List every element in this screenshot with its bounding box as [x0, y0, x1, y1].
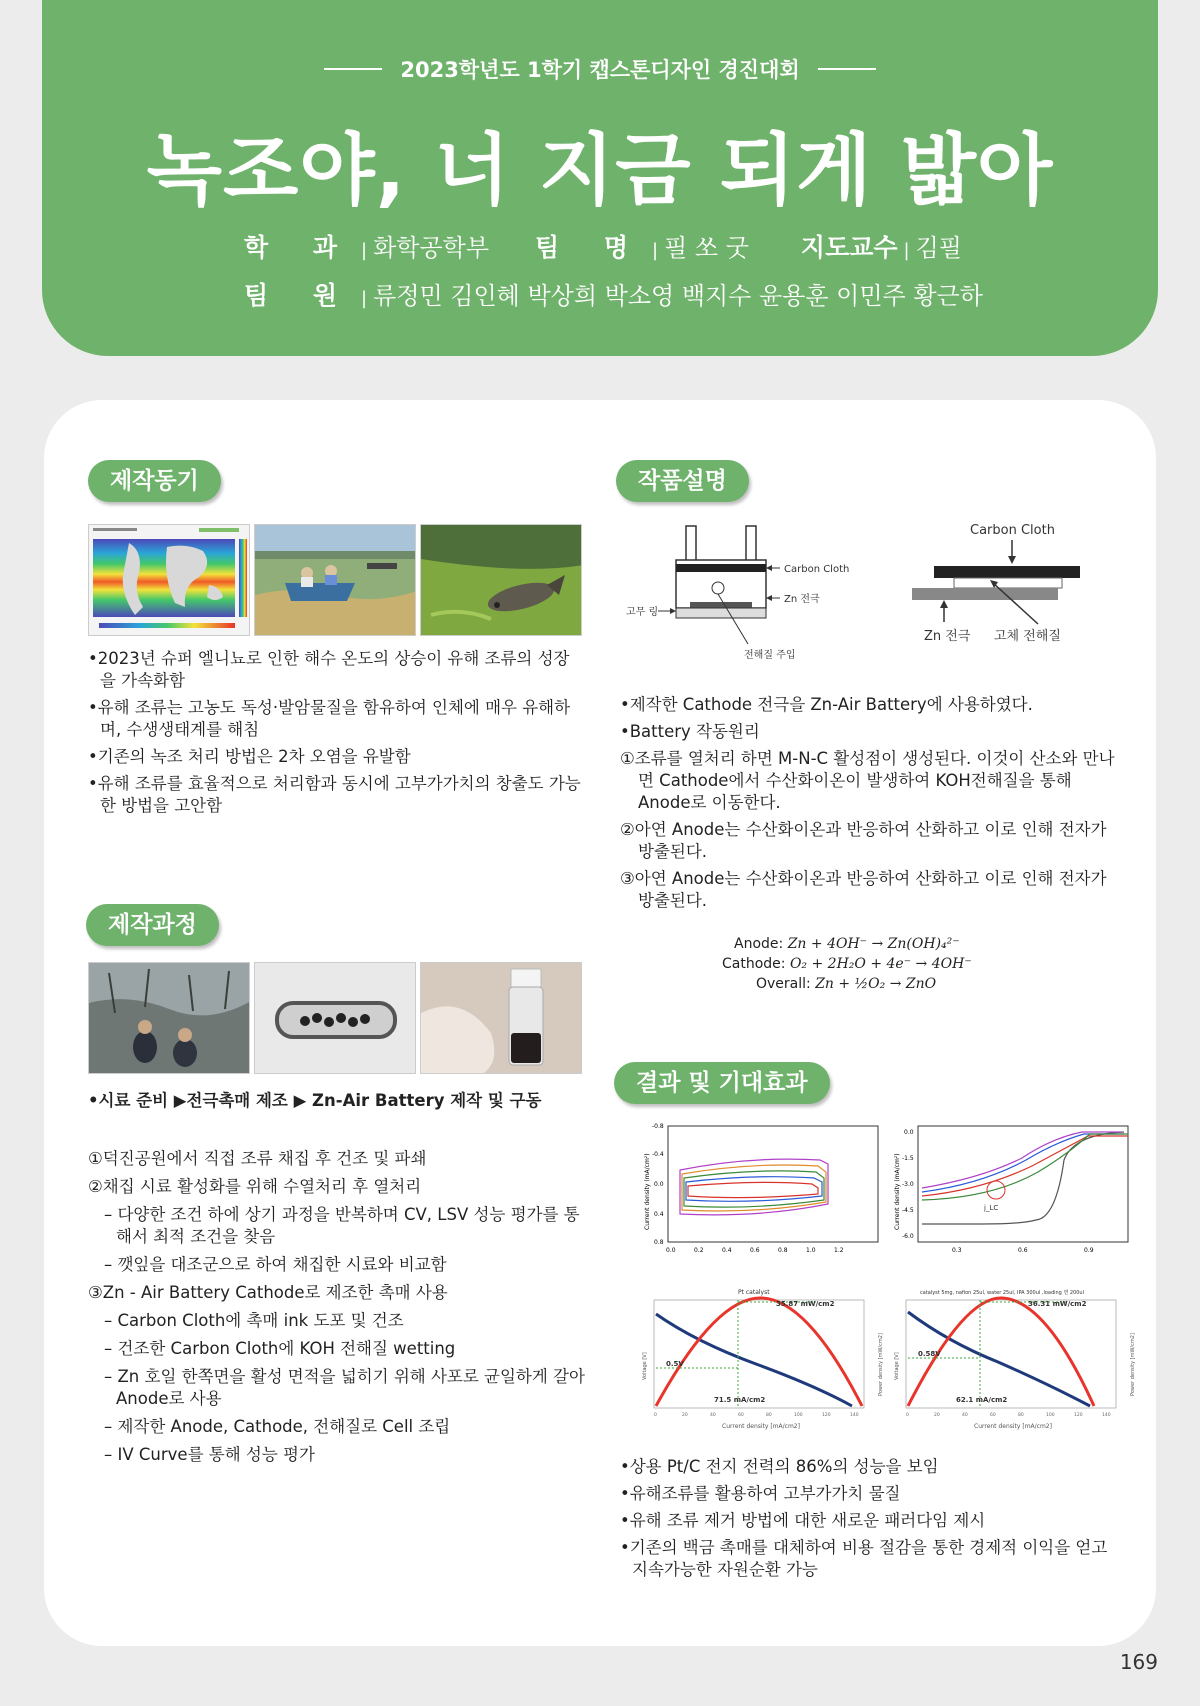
info-line-2: [244, 276, 983, 312]
pc1-current: 71.5 mA/cm2: [714, 1396, 766, 1404]
process-step: – 제작한 Anode, Cathode, 전해질로 Cell 조립: [104, 1417, 451, 1436]
cv-ytick: 0.4: [654, 1211, 664, 1218]
lsv-ytick: 0.0: [904, 1129, 914, 1136]
lsv-chart: [890, 1120, 1134, 1258]
solid-cell-diagram: [902, 518, 1142, 658]
pc2-title: catalyst 5mg, nafion 25ul, water 25ul, IPA 300ul ,loading 면 200ul: [920, 1290, 1084, 1296]
cv-xtick: 1.2: [834, 1247, 844, 1254]
results-heading: 결과 및 기대효과: [614, 1062, 830, 1104]
overall-formula: Zn + ½O₂ → ZnO: [815, 976, 937, 992]
process-step: – IV Curve를 통해 성능 평가: [104, 1445, 315, 1464]
pc1-xtick: 20: [682, 1413, 688, 1418]
label-carbon-2: Carbon Cloth: [970, 523, 1055, 538]
pc1-ylabel: Voltage [V]: [642, 1352, 648, 1380]
pc2-xtick: 20: [934, 1413, 940, 1418]
polarization-chart-pt: [638, 1286, 888, 1432]
cv-ytick: -0.8: [652, 1123, 664, 1130]
lsv-xtick: 0.3: [952, 1247, 962, 1254]
lsv-ylabel: Current density (mA/cm²): [894, 1153, 901, 1230]
cv-xtick: 0.0: [666, 1247, 676, 1254]
lsv-ytick: -1.5: [902, 1155, 914, 1162]
cv-xtick: 1.0: [806, 1247, 816, 1254]
separator: |: [903, 240, 910, 261]
process-step: ②채집 시료 활성화를 위해 수열처리 후 열처리: [88, 1177, 422, 1196]
overall-equation: [756, 974, 1034, 994]
separator: |: [652, 240, 659, 261]
pc2-y2label: Power density [mW/cm2]: [1130, 1333, 1136, 1396]
description-bullet: ①조류를 열처리 하면 M-N-C 활성점이 생성된다. 이것이 산소와 만나면 Cathode에서 수산화이온이 발생하여 KOH전해질을 통해 Anode로 이동한다.: [620, 749, 1115, 812]
lsv-ytick: -6.0: [902, 1233, 914, 1240]
pc1-title: Pt catalyst: [738, 1289, 770, 1296]
pc1-xtick: 0: [654, 1413, 657, 1418]
advisor-value: 김필: [915, 234, 962, 262]
process-step: ①덕진공원에서 직접 조류 채집 후 건조 및 파쇄: [88, 1149, 427, 1168]
cv-xtick: 0.4: [722, 1247, 732, 1254]
label-inject: 전해질 주입: [744, 650, 796, 661]
separator: |: [361, 240, 368, 261]
collecting-algae-photo: [88, 962, 250, 1074]
label-solid: 고체 전해질: [994, 629, 1061, 644]
pc1-xlabel: Current density [mA/cm2]: [722, 1423, 800, 1430]
process-step: – Carbon Cloth에 촉매 ink 도포 및 건조: [104, 1311, 404, 1330]
description-bullet: ②아연 Anode는 수산화이온과 반응하여 산화하고 이로 인해 전자가 방출된다.: [620, 820, 1107, 861]
pc2-current: 62.1 mA/cm2: [956, 1396, 1008, 1404]
cv-xtick: 0.2: [694, 1247, 704, 1254]
cell-diagram: [624, 524, 874, 674]
cathode-equation: [722, 954, 1034, 974]
results-bullet: •유해조류를 활용하여 고부가가치 물질: [620, 1484, 901, 1503]
description-bullet: ③아연 Anode는 수산화이온과 반응하여 산화하고 이로 인해 전자가 방출된다.: [620, 869, 1107, 910]
rule-left: [324, 68, 382, 70]
cathode-label: Cathode:: [722, 956, 786, 972]
results-bullets: [620, 1456, 1120, 1586]
cathode-formula: O₂ + 2H₂O + 4e⁻ → 4OH⁻: [789, 956, 972, 972]
motivation-bullets: [88, 648, 582, 822]
results-bullet: •상용 Pt/C 전지 전력의 86%의 성능을 보임: [620, 1457, 939, 1476]
lsv-xtick: 0.9: [1084, 1247, 1094, 1254]
lsv-ytick: -4.5: [902, 1207, 914, 1214]
cv-chart: [640, 1120, 884, 1258]
pc2-power: 36.31 mW/cm2: [1028, 1300, 1087, 1308]
lsv-ytick: -3.0: [902, 1181, 914, 1188]
members-label: 팀 원: [244, 281, 356, 310]
pc1-xtick: 80: [766, 1413, 772, 1418]
pc2-xtick: 40: [962, 1413, 968, 1418]
cv-ytick: -0.4: [652, 1151, 664, 1158]
content-card: [44, 400, 1156, 1646]
pc2-xtick: 80: [1018, 1413, 1024, 1418]
dept-value: 화학공학부: [373, 234, 490, 262]
pc1-volt: 0.5V: [666, 1360, 684, 1368]
description-bullet: •Battery 작동원리: [620, 722, 760, 741]
label-ring: 고무 링: [626, 607, 659, 618]
pc2-xlabel: Current density [mA/cm2]: [974, 1423, 1052, 1430]
overall-label: Overall:: [756, 976, 811, 992]
lsv-annotation: j_LC: [984, 1204, 999, 1212]
dead-fish-algae-photo: [420, 524, 582, 636]
pc1-y2label: Power density [mW/cm2]: [878, 1333, 884, 1396]
results-bullet: •유해 조류 제거 방법에 대한 새로운 패러다임 제시: [620, 1511, 986, 1530]
cv-xtick: 0.8: [778, 1247, 788, 1254]
description-bullet: •제작한 Cathode 전극을 Zn-Air Battery에 사용하였다.: [620, 695, 1033, 714]
rule-right: [818, 68, 876, 70]
event-title: [42, 54, 1158, 84]
process-step: – 깻잎을 대조군으로 하여 채집한 시료와 비교함: [104, 1255, 447, 1274]
process-step: – 다양한 조건 하에 상기 과정을 반복하며 CV, LSV 성능 평가를 통해서 최적 조건을 찾음: [104, 1205, 580, 1246]
label-zn-2: Zn 전극: [924, 629, 971, 644]
pc1-power: 35.87 mW/cm2: [776, 1300, 835, 1308]
pc2-xtick: 0: [906, 1413, 909, 1418]
cv-ytick: 0.0: [654, 1181, 664, 1188]
members-value: 류정민 김인혜 박상희 박소영 백지수 윤용훈 이민주 황근하: [373, 282, 983, 310]
pc2-xtick: 100: [1046, 1413, 1055, 1418]
cv-xtick: 0.6: [750, 1247, 760, 1254]
reaction-equations: [722, 934, 1034, 994]
pc2-xtick: 60: [990, 1413, 996, 1418]
anode-label: Anode:: [734, 936, 784, 952]
pc2-volt: 0.58V: [918, 1350, 941, 1358]
motivation-bullet: •유해 조류를 효율적으로 처리함과 동시에 고부가가치의 창출도 가능한 방법을 고안함: [88, 774, 581, 815]
pc1-xtick: 40: [710, 1413, 716, 1418]
results-bullet: •기존의 백금 촉매를 대체하여 비용 절감을 통한 경제적 이익을 얻고 지속가능한 자원순환 가능: [620, 1538, 1108, 1579]
motivation-bullet: •유해 조류는 고농도 독성·발암물질을 함유하여 인체에 매우 유해하며, 수생생태계를 해침: [88, 698, 571, 739]
description-heading: 작품설명: [616, 460, 749, 502]
boat-algae-photo: [254, 524, 416, 636]
lsv-xtick: 0.6: [1018, 1247, 1028, 1254]
process-steps: [88, 1148, 588, 1472]
info-line-1: [244, 228, 962, 264]
separator: |: [361, 288, 368, 309]
pc1-xtick: 120: [822, 1413, 831, 1418]
description-bullets: [620, 694, 1120, 917]
motivation-heading: 제작동기: [88, 460, 221, 502]
process-step: – Zn 호일 한쪽면을 활성 면적을 넓히기 위해 사포로 균일하게 갈아 Anode로 사용: [104, 1367, 585, 1408]
process-step: ③Zn - Air Battery Cathode로 제조한 촉매 사용: [88, 1283, 448, 1302]
pc2-xtick: 140: [1102, 1413, 1111, 1418]
pc1-xtick: 140: [850, 1413, 859, 1418]
dept-label: 학 과: [244, 233, 356, 262]
anode-formula: Zn + 4OH⁻ → Zn(OH)₄²⁻: [787, 936, 960, 952]
anode-equation: [734, 934, 1034, 954]
page-number: 169: [1119, 1650, 1158, 1674]
label-zn: Zn 전극: [784, 594, 820, 605]
event-text: 2023학년도 1학기 캡스톤디자인 경진대회: [400, 58, 800, 82]
polarization-chart-algae: [890, 1286, 1140, 1432]
pc1-xtick: 100: [794, 1413, 803, 1418]
sst-map-image: [88, 524, 250, 636]
team-label: 팀 명: [535, 233, 647, 262]
label-carbon: Carbon Cloth: [784, 564, 850, 575]
motivation-bullet: •2023년 슈퍼 엘니뇨로 인한 해수 온도의 상승이 유해 조류의 성장을 가속화함: [88, 649, 570, 690]
advisor-label: 지도교수: [800, 233, 898, 262]
cv-ylabel: Current density (mA/cm²): [644, 1153, 651, 1230]
team-value: 필 쏘 굿: [664, 234, 749, 262]
process-flow: •시료 준비 ▶전극촉매 제조 ▶ Zn-Air Battery 제작 및 구동: [88, 1091, 542, 1110]
process-heading: 제작과정: [86, 904, 219, 946]
pc1-xtick: 60: [738, 1413, 744, 1418]
pc2-ylabel: Voltage [V]: [894, 1352, 900, 1380]
header-banner: [42, 0, 1158, 356]
pc2-xtick: 120: [1074, 1413, 1083, 1418]
poster-title: 녹조야, 너 지금 되게 밟아: [146, 126, 1054, 216]
motivation-bullet: •기존의 녹조 처리 방법은 2차 오염을 유발함: [88, 747, 411, 766]
dried-algae-boat-photo: [254, 962, 416, 1074]
process-step: – 건조한 Carbon Cloth에 KOH 전해질 wetting: [104, 1339, 456, 1358]
vial-photo: [420, 962, 582, 1074]
cv-ytick: 0.8: [654, 1239, 664, 1246]
